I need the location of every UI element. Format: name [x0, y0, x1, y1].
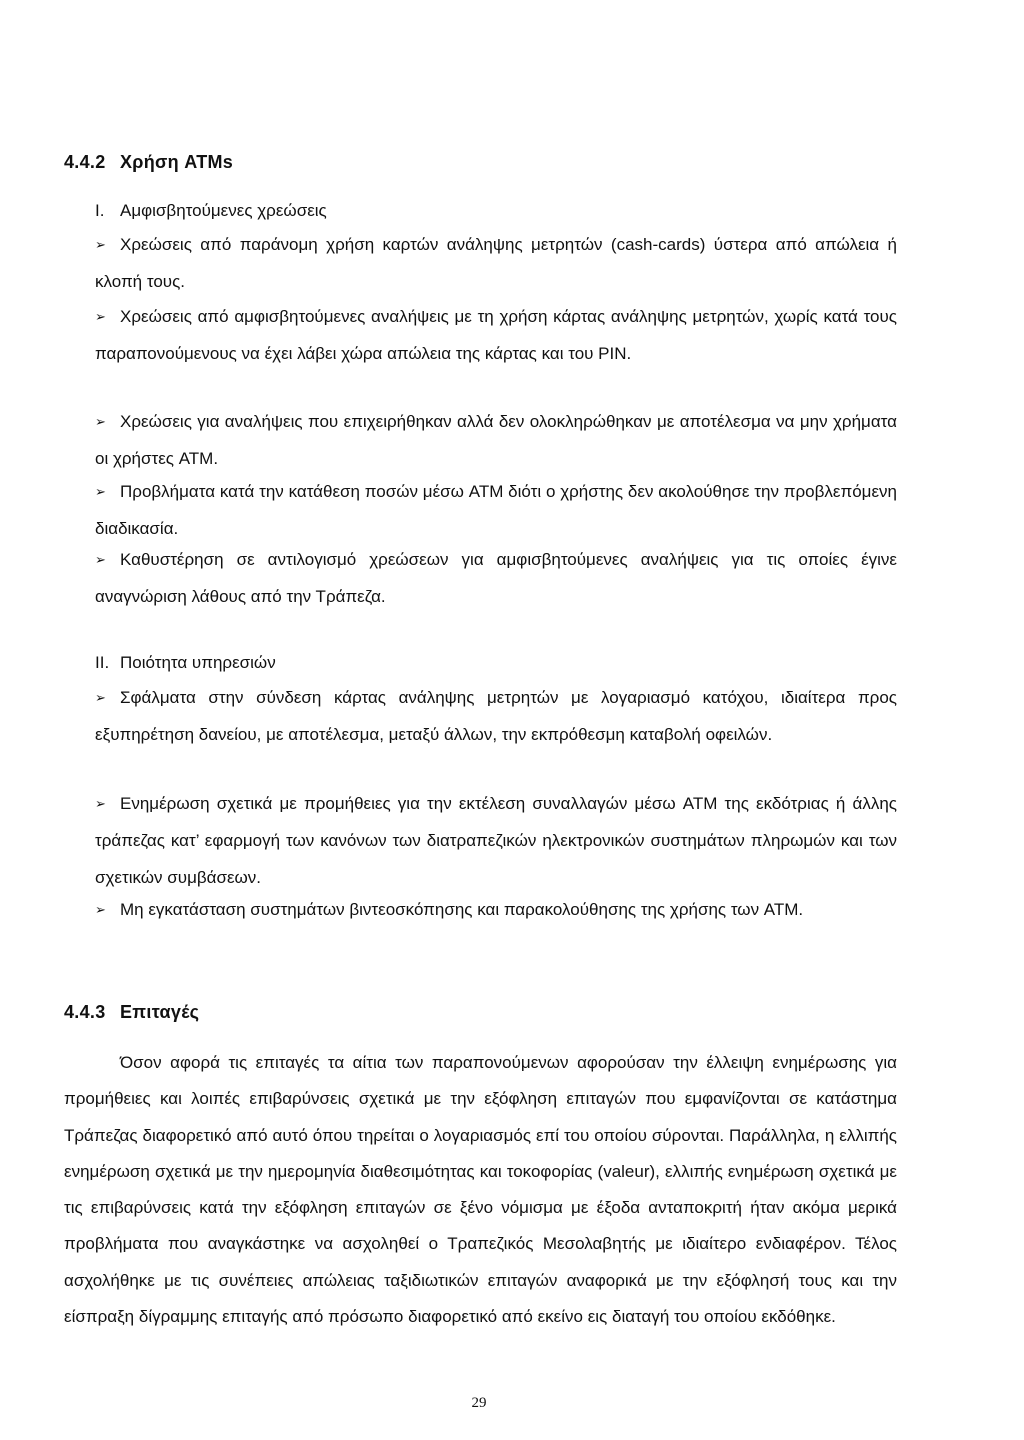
section-number: 4.4.3 — [64, 1002, 106, 1022]
subsection-label: Αμφισβητούμενες χρεώσεις — [120, 201, 327, 220]
list-item — [95, 473, 897, 547]
list-item-text: Καθυστέρηση σε αντιλογισμό χρεώσεων για αμφισβητούμενες αναλήψεις για τις οποίες έγινε αναγνώριση λάθους από την Τράπεζα. — [95, 550, 897, 606]
list-item-text: Χρεώσεις από αμφισβητούμενες αναλήψεις με τη χρήση κάρτας ανάληψης μετρητών, χωρίς κατά τους παραπονούμενους να έχει λάβει χώρα απώλεια της κάρτας και του PIN. — [95, 307, 897, 363]
list-item-text: Χρεώσεις για αναλήψεις που επιχειρήθηκαν αλλά δεν ολοκληρώθηκαν με αποτέλεσμα να μην χρήματα οι χρήστες ATM. — [95, 412, 897, 468]
list-item-text: Προβλήματα κατά την κατάθεση ποσών μέσω ATM διότι ο χρήστης δεν ακολούθησε την προβλεπόμενη διαδικασία. — [95, 482, 897, 538]
page-number: 29 — [471, 1395, 487, 1411]
list-item — [95, 298, 897, 372]
list-item-text: Σφάλματα στην σύνδεση κάρτας ανάληψης μετρητών με λογαριασμό κατόχου, ιδιαίτερα προς εξυπηρέτηση δανείου, με αποτέλεσμα, μεταξύ άλλων, την εκπρόθεσμη καταβολή οφειλών. — [95, 688, 897, 744]
arrow-bullet-icon: ➢ — [95, 690, 106, 705]
list-item — [95, 226, 897, 300]
arrow-bullet-icon: ➢ — [95, 902, 106, 917]
list-item — [95, 891, 897, 928]
arrow-bullet-icon: ➢ — [95, 552, 106, 567]
section-title: Χρήση ATMs — [120, 152, 234, 172]
arrow-bullet-icon: ➢ — [95, 484, 106, 499]
list-item — [95, 403, 897, 477]
subsection-title-1 — [95, 201, 327, 221]
arrow-bullet-icon: ➢ — [95, 237, 106, 252]
body-paragraph — [64, 1045, 897, 1335]
list-item-text: Μη εγκατάσταση συστημάτων βιντεοσκόπησης και παρακολούθησης της χρήσης των ATM. — [120, 900, 804, 919]
list-item — [95, 785, 897, 896]
roman-numeral: I. — [95, 201, 105, 220]
paragraph-text: Όσον αφορά τις επιταγές τα αίτια των παραπονούμενων αφορούσαν την έλλειψη ενημέρωσης για προμήθειες και λοιπές επιβαρύνσεις σχετικά με την εξόφληση επιταγών που εμφανίζονται σε κατάστημα Τράπεζας διαφορετικό από αυτό όπου τηρείται ο λογαριασμός επί του οποίου σύρονται. Παράλληλα, η ελλιπής ενημέρωση σχετικά με την ημερομηνία διαθεσιμότητας και τοκοφορίας (valeur), ελλιπής ενημέρωση σχετικά με τις επιβαρύνσεις κατά την εξόφληση επιταγών σε ξένο νόμισμα με έξοδα ανταποκριτή ήταν ακόμα μερικά προβλήματα που αναγκάστηκε να ασχοληθεί ο Τραπεζικός Μεσολαβητής με ιδιαίτερο ενδιαφέρον. Τέλος ασχολήθηκε με τις συνέπειες απώλειας ταξιδιωτικών επιταγών αναφορικά με την εξόφλησή τους και την είσπραξη δίγραμμης επιταγής από πρόσωπο διαφορετικό από εκείνο εις διαταγή του οποίου εκδόθηκε. — [64, 1053, 897, 1327]
subsection-label: Ποιότητα υπηρεσιών — [120, 653, 276, 672]
section-title: Επιταγές — [120, 1002, 200, 1022]
section-number: 4.4.2 — [64, 152, 106, 172]
list-item-text: Χρεώσεις από παράνομη χρήση καρτών ανάληψης μετρητών (cash-cards) ύστερα από απώλεια ή κλοπή τους. — [95, 235, 897, 291]
roman-numeral: II. — [95, 653, 110, 672]
arrow-bullet-icon: ➢ — [95, 309, 106, 324]
list-item-text: Ενημέρωση σχετικά με προμήθειες για την εκτέλεση συναλλαγών μέσω ATM της εκδότριας ή άλλης τράπεζας κατ’ εφαρμογή των κανόνων των διατραπεζικών ηλεκτρονικών συστημάτων πληρωμών και των σχετικών συμβάσεων. — [95, 794, 897, 887]
section-heading-4-4-2 — [64, 152, 233, 173]
list-item — [95, 541, 897, 615]
list-item — [95, 679, 897, 753]
arrow-bullet-icon: ➢ — [95, 414, 106, 429]
arrow-bullet-icon: ➢ — [95, 796, 106, 811]
subsection-title-2 — [95, 653, 276, 673]
section-heading-4-4-3 — [64, 1002, 199, 1023]
